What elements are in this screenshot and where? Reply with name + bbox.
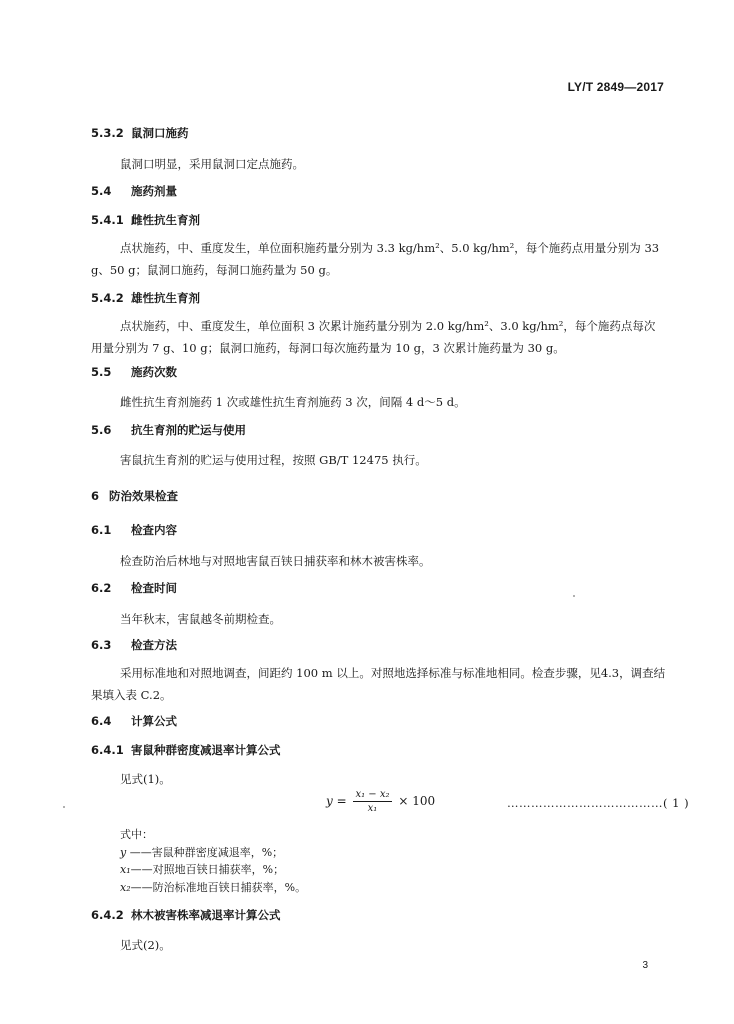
formula-lhs: y =	[326, 794, 347, 808]
section-number: 5.6	[91, 423, 112, 437]
standard-code: LY/T 2849—2017	[567, 80, 664, 94]
variable-description: ——防治标准地百铗日捕获率，%。	[130, 881, 307, 894]
section-heading-6	[91, 488, 178, 504]
paragraph: 雌性抗生育剂施药 1 次或雄性抗生育剂施药 3 次，间隔 4 d～5 d。	[120, 395, 466, 409]
section-number: 6.2	[91, 581, 112, 595]
section-title: 施药次数	[131, 365, 177, 379]
section-heading-6-4-2	[91, 907, 281, 923]
section-title: 施药剂量	[131, 184, 177, 198]
dot-leader: …………………………………	[507, 796, 663, 810]
section-heading-5-4-2	[91, 290, 200, 306]
formula-multiplier: × 100	[398, 794, 436, 808]
section-number: 6.4.2	[91, 908, 124, 922]
formula-denominator: x₁	[367, 803, 378, 814]
paragraph: 当年秋末，害鼠越冬前期检查。	[120, 612, 281, 626]
section-heading-6-3	[91, 637, 177, 653]
paragraph: 害鼠抗生育剂的贮运与使用过程，按照 GB/T 12475 执行。	[120, 453, 427, 467]
formula-numerator: x₁ − x₂	[355, 789, 390, 800]
section-number: 6.3	[91, 638, 112, 652]
page-number: 3	[642, 960, 648, 971]
where-item	[120, 861, 284, 877]
section-title: 害鼠种群密度减退率计算公式	[131, 743, 281, 757]
paragraph: 点状施药，中、重度发生，单位面积施药量分别为 3.3 kg/hm²、5.0 kg/hm²，每个施药点用量分别为 33 g、50 g；鼠洞口施药，每洞口施药量为 50 g。	[91, 241, 660, 277]
paragraph: 采用标准地和对照地调查，间距约 100 m 以上。对照地选择标准与标准地相同。检查步骤，见4.3，调查结果填入表 C.2。	[91, 666, 666, 702]
formula-intro: 见式(2)。	[120, 938, 171, 952]
where-item	[120, 879, 306, 895]
section-number: 5.3.2	[91, 126, 124, 140]
formula-number-line	[507, 796, 689, 810]
where-item	[120, 844, 283, 860]
section-heading-6-1	[91, 522, 177, 538]
section-title: 林木被害株率减退率计算公式	[131, 908, 281, 922]
paragraph: 点状施药，中、重度发生，单位面积 3 次累计施药量分别为 2.0 kg/hm²、3.0 kg/hm²，每个施药点每次用量分别为 7 g、10 g；鼠洞口施药，每洞口每次施药量为 10 g，3 次累计施药量为 30 g。	[91, 319, 656, 355]
where-label: 式中：	[120, 828, 153, 841]
section-title: 计算公式	[131, 714, 177, 728]
section-heading-5-5	[91, 364, 177, 380]
variable-symbol: x₁	[120, 863, 131, 876]
section-title: 检查时间	[131, 581, 177, 595]
section-title: 检查内容	[131, 523, 177, 537]
section-number: 5.4.2	[91, 291, 124, 305]
section-number: 5.4	[91, 184, 112, 198]
paragraph: 鼠洞口明显，采用鼠洞口定点施药。	[120, 157, 304, 171]
section-heading-5-4-1	[91, 212, 200, 228]
section-title: 雌性抗生育剂	[131, 213, 200, 227]
section-heading-6-2	[91, 580, 177, 596]
section-number: 5.5	[91, 365, 112, 379]
scan-speck	[573, 595, 575, 597]
section-number: 5.4.1	[91, 213, 124, 227]
section-number: 6	[91, 489, 100, 503]
section-heading-6-4-1	[91, 742, 281, 758]
variable-description: ——对照地百铗日捕获率，%；	[130, 863, 285, 876]
formula-fraction	[353, 789, 391, 814]
section-number: 6.4	[91, 714, 112, 728]
section-title: 防治效果检查	[109, 489, 178, 503]
section-title: 雄性抗生育剂	[131, 291, 200, 305]
variable-symbol: y	[120, 846, 127, 859]
formula-number: ( 1 )	[663, 796, 690, 810]
paragraph: 检查防治后林地与对照地害鼠百铗日捕获率和林木被害株率。	[120, 554, 431, 568]
section-title: 抗生育剂的贮运与使用	[131, 423, 246, 437]
section-number: 6.4.1	[91, 743, 124, 757]
section-title: 检查方法	[131, 638, 177, 652]
section-number: 6.1	[91, 523, 112, 537]
section-heading-5-6	[91, 422, 246, 438]
formula-1	[326, 789, 435, 814]
section-heading-5-4	[91, 183, 177, 199]
variable-symbol: x₂	[120, 881, 131, 894]
section-heading-5-3-2	[91, 125, 189, 141]
scan-speck	[63, 806, 65, 808]
variable-description: ——害鼠种群密度减退率，%；	[126, 846, 284, 859]
section-title: 鼠洞口施药	[131, 126, 189, 140]
section-heading-6-4	[91, 713, 177, 729]
formula-intro: 见式(1)。	[120, 772, 171, 786]
